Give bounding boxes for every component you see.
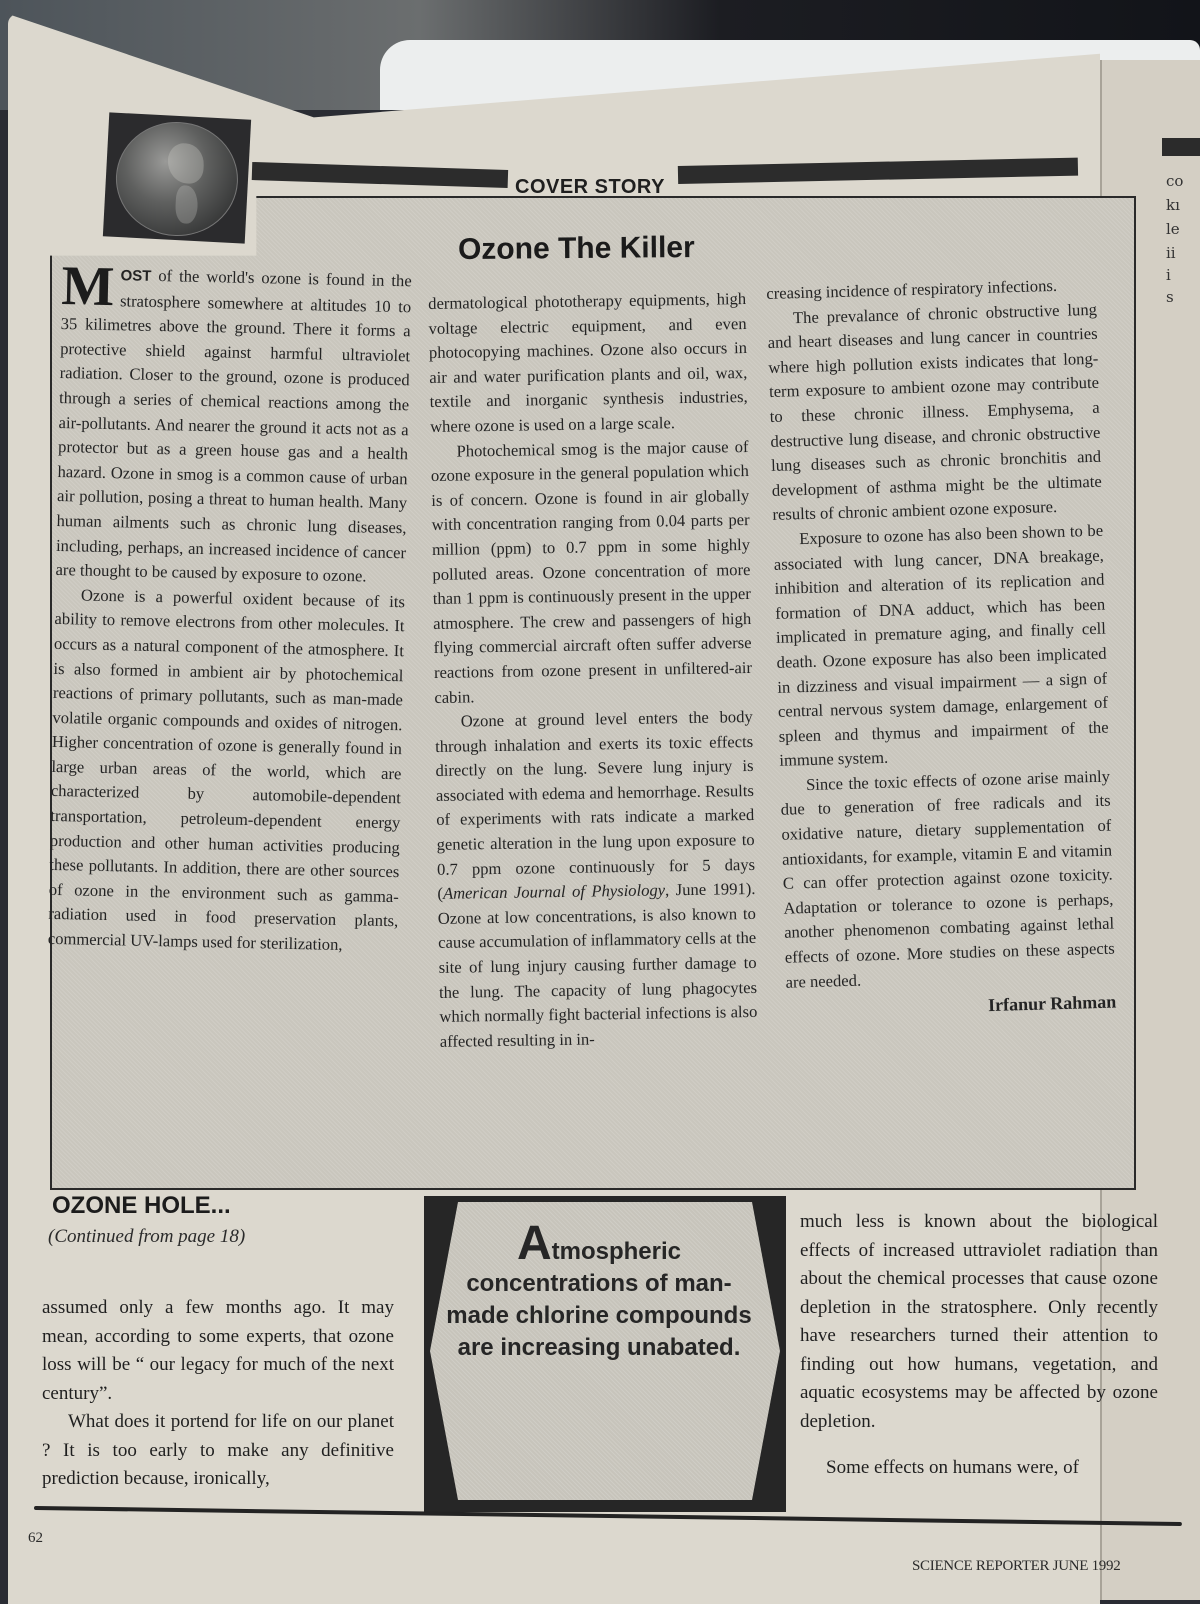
continued-column-left [42, 1294, 394, 1494]
article-paragraph: Exposure to ozone has also been shown to be associated with lung cancer, DNA breakage, inhibition and alteration of its replication and formation of DNA adduct, which has been implicated in premature aging, and finally cell death. Ozone exposure has also been implicated in dizziness and visual impairment — a sign of central nervous system damage, enlargement of spleen and thymus and impairment of the immune system. [773, 520, 1109, 771]
article-column-2 [428, 287, 758, 1054]
article-paragraph: assumed only a few months ago. It may mean, according to some experts, that ozone loss will be “ our legacy for much of the next century”. [42, 1297, 394, 1404]
pull-quote-text: Atmospheric concentrations of man-made chlorine compounds are increasing unabated. [446, 1217, 752, 1361]
article-paragraph: Some effects on humans were, of [826, 1457, 1079, 1478]
article-paragraph: MOST of the world's ozone is found in the stratosphere somewhere at altitudes 10 to 35 kilimetres above the ground. There it forms a protective shield against harmful ultraviolet radiation. Closer to the ground, ozone is produced through a series of chemical reactions among the air-pollutants. And nearer the ground it acts not as a protector but as a green house gas and a health hazard. Ozone in smog is a common cause of urban air pollution, posing a threat to human health. Many human ailments such as chronic lung diseases, including, perhaps, an increased incidence of cancer are thought to be caused by exposure to ozone. [55, 255, 412, 586]
article-paragraph: The prevalance of chronic obstructive lung and heart diseases and lung cancer in countries where high pollution exists indicates that long-term exposure to ambient ozone may contribute to these chronic illness. Emphysema, a destructive lung disease, and chronic obstructive lung diseases such as chronic bronchitis and development of asthma might be the ultimate results of chronic ambient ozone exposure. [767, 299, 1102, 525]
article-paragraph: creasing incidence of respiratory infections. [766, 275, 1058, 303]
adjacent-page-fragment: le [1166, 220, 1180, 238]
article-paragraph: Photochemical smog is the major cause of ozone exposure in the general population which is of concern. Ozone is found in air globally with concentration ranging from 0.04 parts per million (ppm) to 0.7 ppm in some highly polluted areas. Ozone concentration of more than 1 ppm is continuously present in the upper atmosphere. The crew and passengers of high flying commercial aircraft often suffer adverse reactions from ozone present in unfiltered-air cabin. [430, 436, 753, 707]
globe-image [103, 112, 251, 243]
continued-column-right [800, 1208, 1158, 1483]
pull-quote-cap: A [516, 1217, 552, 1270]
article-paragraph: Since the toxic effects of ozone arise mainly due to generation of free radicals and its oxidative nature, dietary supplementation of antioxidants, for example, vitamin E and vitamin C can offer protection against ozone toxicity. Adaptation or tolerance to ozone is perhaps, another phenomenon combating against lethal effects of ozone. More studies on these aspects are needed. [780, 766, 1115, 992]
article-column-3 [766, 273, 1117, 1024]
lead-caps: OST [120, 267, 152, 285]
adjacent-page-fragment: kı [1166, 196, 1180, 214]
adjacent-page-fragment: s [1166, 288, 1174, 306]
section-label: COVER STORY [515, 176, 665, 198]
author-byline: Irfanur Rahman [987, 991, 1117, 1016]
drop-cap: M [60, 255, 115, 319]
article-headline: Ozone The Killer [457, 230, 695, 267]
adjacent-page-fragment: i [1166, 266, 1171, 284]
page-number: 62 [28, 1530, 43, 1546]
journal-citation: American Journal of Physiology [442, 880, 666, 904]
earth-globe-icon [113, 119, 241, 239]
continued-from-note: (Continued from page 18) [48, 1226, 246, 1247]
adjacent-page-rule [1162, 138, 1200, 156]
article-paragraph: Ozone at ground level enters the body through inhalation and exerts its toxic effects directly on the lung. Severe lung injury is associated with edema and hemorrhage. Results of experiments with rats indicate a marked genetic alteration in the lung upon exposure to 0.7 ppm ozone continuously for 5 days (American Journal of Physiology, June 1991). Ozone at low concentrations, is also known to cause accumulation of inflammatory cells at the site of lung injury causing further damage to the lung. The capacity of lung phagocytes which normally fight bacterial infections is also affected resulting in in- [434, 707, 758, 1051]
article-paragraph: Ozone is a powerful oxident because of its ability to remove electrons from other molecules. It occurs as a natural component of the atmosphere. It is also formed in ambient air by photochemical reactions of primary pollutants, such as man-made volatile organic compounds and oxides of nitrogen. Higher concentration of ozone is generally found in large urban areas of the world, which are characterized by automobile-dependent transportation, petroleum-dependent energy production and other human activities producing these pollutants. In addition, there are other sources of ozone in the environment such as gamma-radiation used in food preservation plants, commercial UV-lamps used for sterilization, [47, 585, 406, 955]
article-column-1 [47, 255, 412, 959]
continued-section-title: OZONE HOLE... [52, 1192, 231, 1219]
adjacent-page-fragment: co [1166, 172, 1184, 190]
article-paragraph: much less is known about the biological effects of increased uttraviolet radiation than about the chemical processes that cause ozone depletion in the stratosphere. Only recently have researchers turned their attention to finding out how humans, vegetation, and aquatic ecosystems may be affected by ozone depletion. [800, 1211, 1158, 1432]
article-paragraph: What does it portend for life on our planet ? It is too early to make any definitive prediction because, ironically, [42, 1411, 394, 1489]
article-paragraph: dermatological phototherapy equipments, high voltage electric equipment, and even photocopying machines. Ozone also occurs in air and water purification plants and oil, wax, textile and inorganic synthesis industries, where ozone is used on a large scale. [428, 289, 748, 436]
pull-quote-box [424, 1196, 786, 1512]
adjacent-page-fragment: ii [1166, 244, 1176, 262]
publication-footer: SCIENCE REPORTER JUNE 1992 [912, 1558, 1121, 1574]
